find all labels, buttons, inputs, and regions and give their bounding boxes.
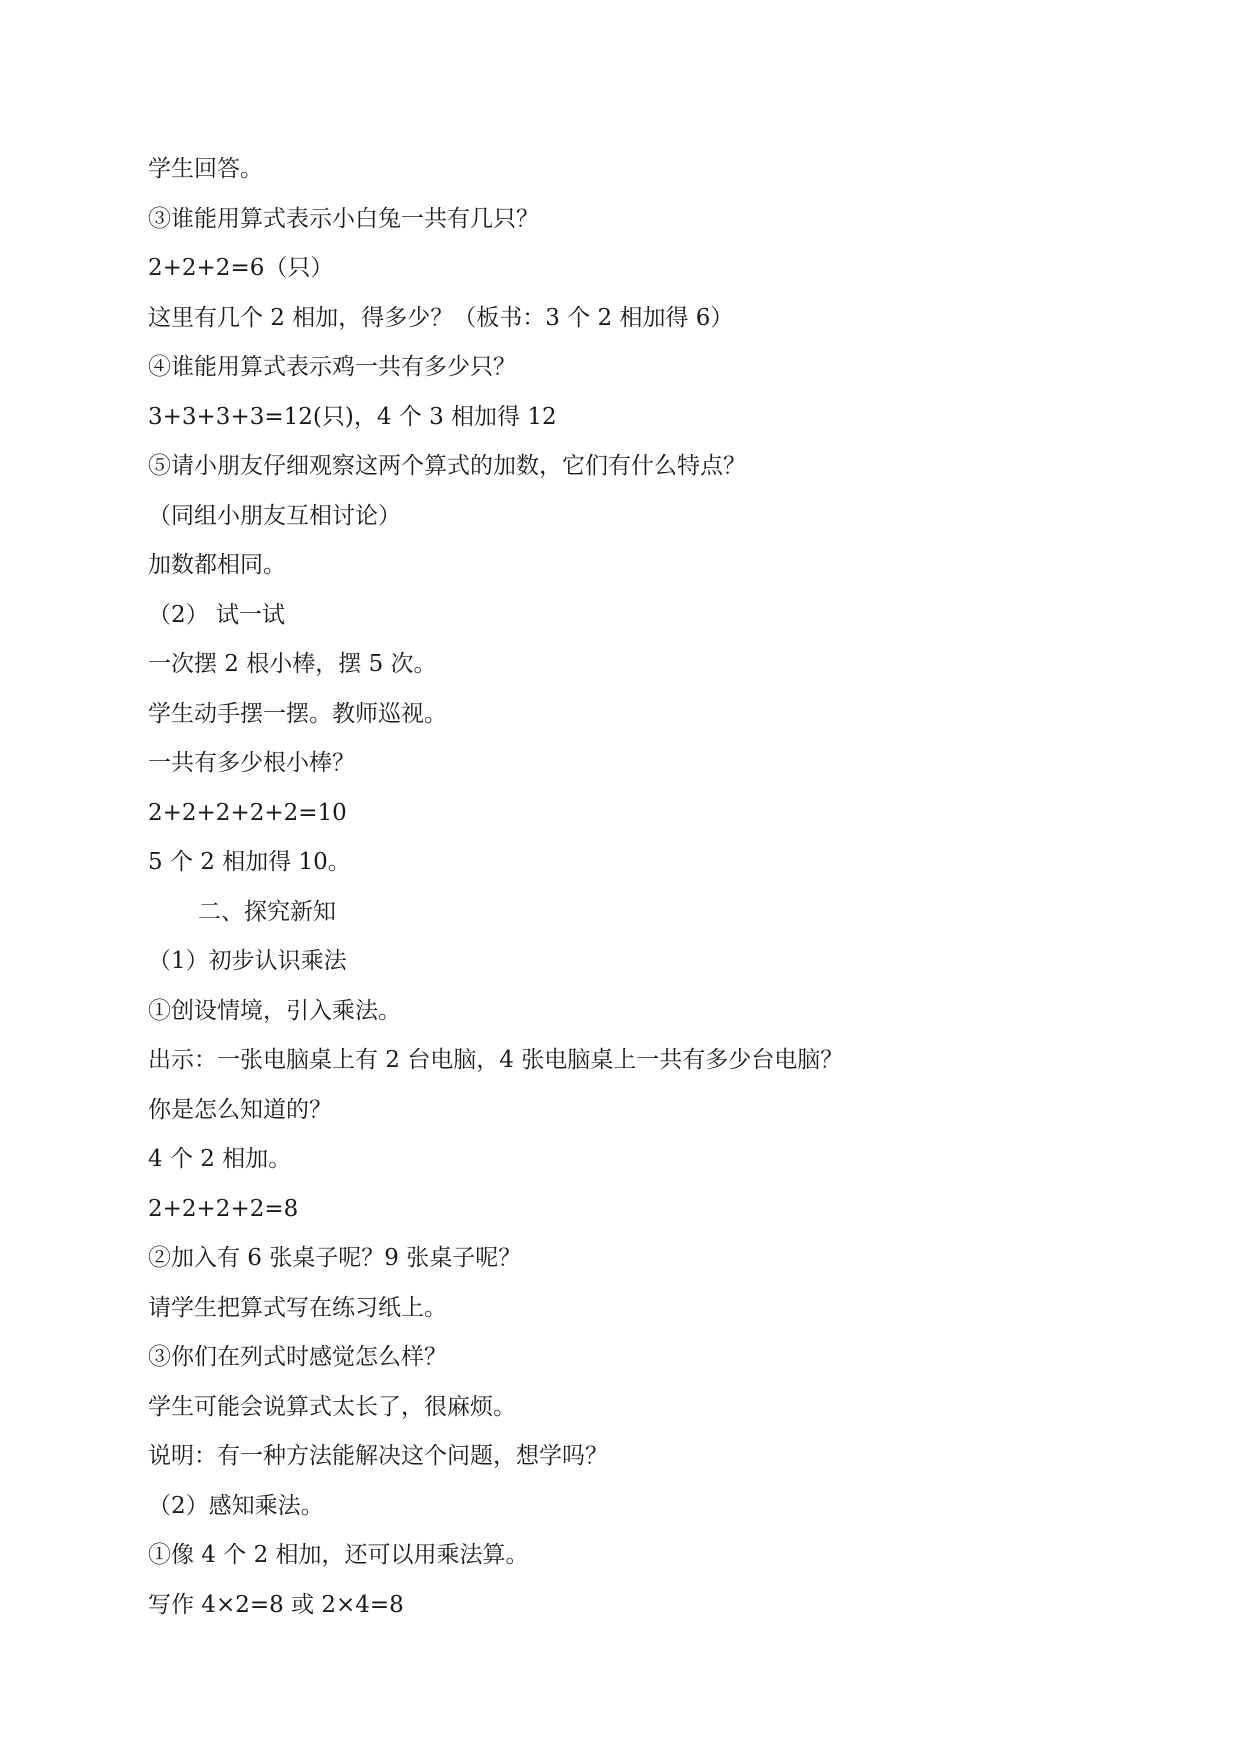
text-line: ⑤请小朋友仔细观察这两个算式的加数，它们有什么特点？ [148,453,746,479]
text-line: （同组小朋友互相讨论） [148,502,401,529]
text-line: ④谁能用算式表示鸡一共有多少只？ [148,354,516,380]
text-line: 2+2+2=6（只） [148,255,334,281]
text-line: 说明：有一种方法能解决这个问题，想学吗？ [148,1443,608,1469]
document-body [148,145,1108,1630]
text-line: 学生可能会说算式太长了，很麻烦。 [148,1393,516,1420]
text-line: 请学生把算式写在练习纸上。 [148,1294,447,1321]
text-line: 4 个 2 相加。 [148,1146,292,1172]
section-heading: 二、探究新知 [198,898,336,925]
text-line: 2+2+2+2=8 [148,1195,299,1222]
subsection-heading: （2） 试一试 [148,601,285,628]
text-line: ③谁能用算式表示小白兔一共有几只？ [148,205,539,232]
text-line: 2+2+2+2+2=10 [148,799,347,826]
text-line: 加数都相同。 [148,552,286,578]
text-line: 写作 4×2=8 或 2×4=8 [148,1591,404,1618]
text-line: 你是怎么知道的？ [148,1096,332,1123]
text-line: 出示：一张电脑桌上有 2 台电脑，4 张电脑桌上一共有多少台电脑？ [148,1047,844,1073]
text-line: ①创设情境，引入乘法。 [148,997,401,1024]
text-line: 学生动手摆一摆。教师巡视。 [148,700,447,727]
text-line: ②加入有 6 张桌子呢？9 张桌子呢？ [148,1245,522,1271]
text-line: 一次摆 2 根小棒，摆 5 次。 [148,651,437,677]
subsection-heading: （1）初步认识乘法 [148,948,347,974]
text-line: 一共有多少根小棒？ [148,750,355,776]
text-line: 5 个 2 相加得 10。 [148,849,351,875]
text-line: 这里有几个 2 相加，得多少？（板书：3 个 2 相加得 6） [148,304,734,331]
text-line: ①像 4 个 2 相加，还可以用乘法算。 [148,1542,529,1568]
text-line: 3+3+3+3=12(只)，4 个 3 相加得 12 [148,403,557,430]
text-line: ③你们在列式时感觉怎么样？ [148,1344,447,1370]
text-line: 学生回答。 [148,156,263,182]
subsection-heading: （2）感知乘法。 [148,1492,324,1519]
